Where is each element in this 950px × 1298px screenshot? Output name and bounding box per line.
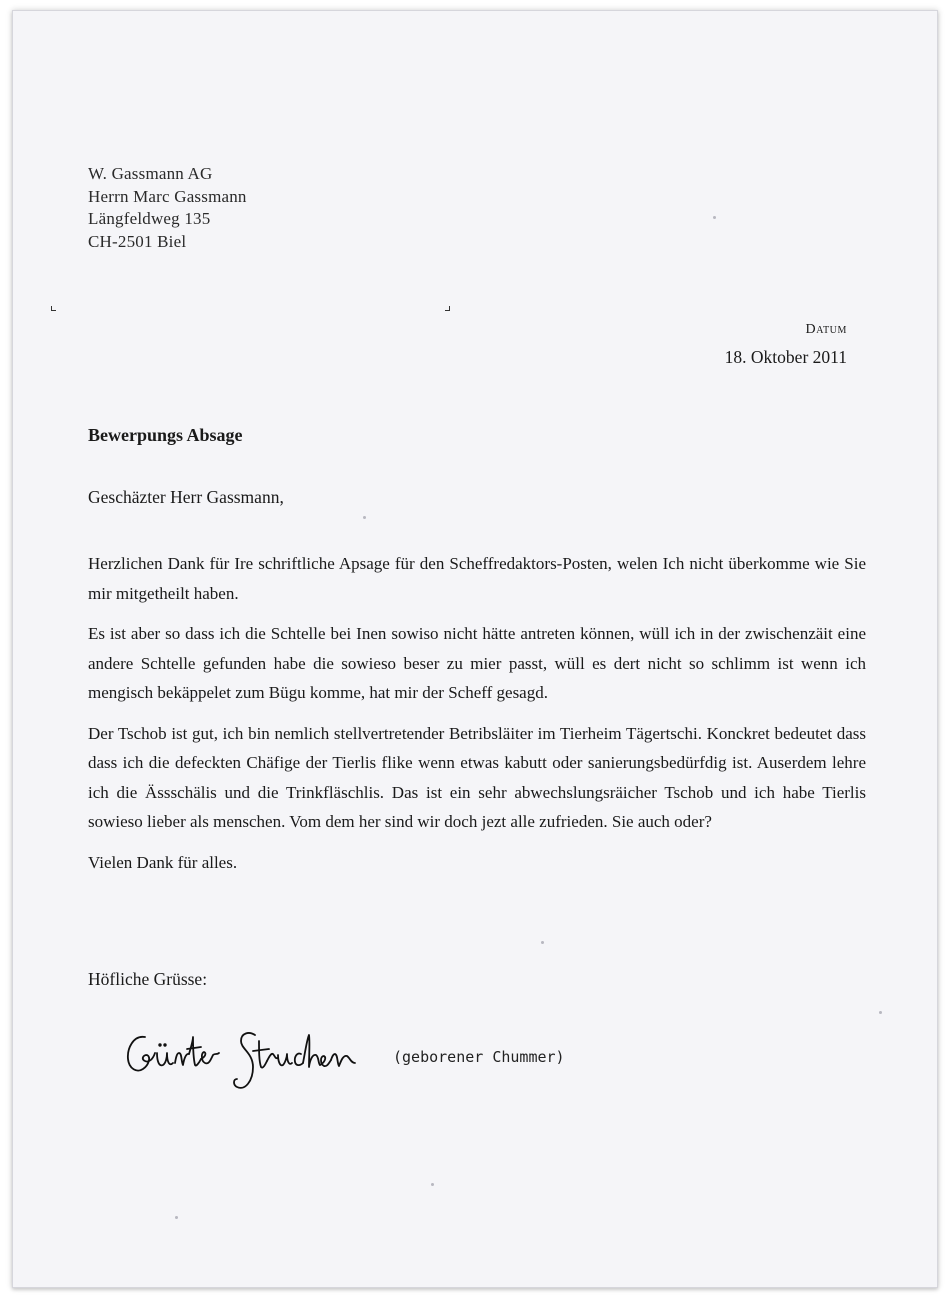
paper-speck — [175, 1216, 178, 1219]
paper-speck — [713, 216, 716, 219]
paper-speck — [431, 1183, 434, 1186]
letter-subject: Bewerpungs Absage — [88, 425, 243, 445]
letter-body — [88, 549, 866, 888]
signature-note: (geborener Chummer) — [393, 1048, 565, 1066]
paper-speck — [541, 941, 544, 944]
date-label: Datum — [805, 322, 847, 337]
handwritten-signature — [123, 1023, 373, 1108]
letter-page — [12, 10, 938, 1288]
recipient-city: CH-2501 Biel — [88, 231, 187, 251]
body-paragraph-3: Der Tschob ist gut, ich bin nemlich stellvertretender Betribsläiter im Tierheim Tägertschi. Konckret bedeutet dass dass ich die defeckten Chäfige der Tierlis flike wenn etwas kabutt oder sanierungsbedürfdig ist. Auserdem lehre ich die Ässschälis und die Trinkfläschlis. Das ist ein sehr abwechslungsräicher Tschob und ich habe Tierlis sowieso lieber als menschen. Vom dem her sind wir doch jezt alle zufrieden. Sie auch oder? — [88, 723, 866, 831]
letter-salutation: Geschäzter Herr Gassmann, — [88, 487, 284, 507]
recipient-person: Herrn Marc Gassmann — [88, 186, 247, 206]
recipient-address — [88, 163, 247, 253]
letter-closing: Höfliche Grüsse: — [88, 969, 208, 989]
body-paragraph-4: Vielen Dank für alles. — [88, 852, 238, 872]
recipient-street: Längfeldweg 135 — [88, 209, 211, 228]
signature-drawing — [123, 1023, 373, 1108]
paper-speck — [879, 1011, 882, 1014]
address-window-corner-left — [51, 306, 56, 311]
address-window-corner-right — [445, 306, 450, 311]
date-value: 18. Oktober 2011 — [724, 347, 847, 367]
recipient-company: W. Gassmann AG — [88, 164, 213, 183]
body-paragraph-1: Herzlichen Dank für Ire schriftliche Apsage für den Scheffredaktors-Posten, welen Ich nicht überkomme wie Sie mir mitgetheilt haben. — [88, 554, 866, 603]
body-paragraph-2: Es ist aber so dass ich die Schtelle bei Inen sowiso nicht hätte antreten können, wüll ich in der zwischenzäit eine andere Schtelle gefunden habe die sowieso beser zu mier passt, wüll es dert nicht so schlimm ist wenn ich mengisch bekäppelet zum Bügu komme, hat mir der Scheff gesagd. — [88, 624, 866, 702]
paper-speck — [363, 516, 366, 519]
date-block — [725, 321, 847, 369]
